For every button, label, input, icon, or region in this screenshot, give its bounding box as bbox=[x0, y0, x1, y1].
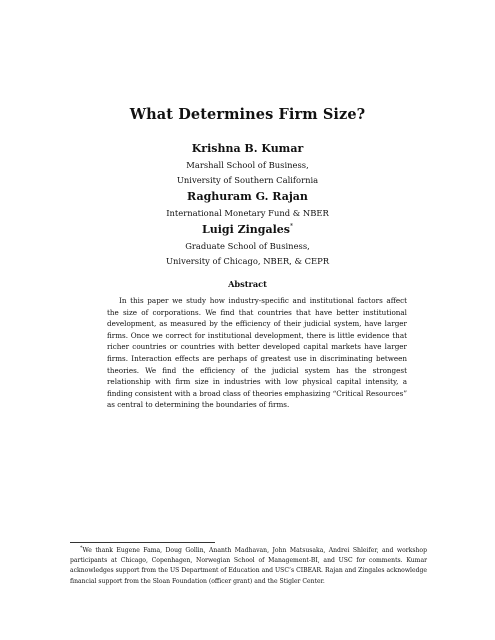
author-block bbox=[0, 140, 495, 269]
author-name: Luigi Zingales bbox=[201, 223, 290, 236]
author-kumar bbox=[0, 140, 495, 188]
acknowledgements-footnote bbox=[70, 546, 427, 587]
author-affiliation-line: Graduate School of Business, bbox=[185, 241, 310, 251]
author-zingales bbox=[0, 221, 495, 269]
author-affiliation-line: University of Chicago, NBER, & CEPR bbox=[165, 256, 330, 266]
footnote-marker: * bbox=[290, 223, 293, 230]
author-affiliation-line: University of Southern California bbox=[176, 175, 319, 185]
paper-title: What Determines Firm Size? bbox=[129, 106, 366, 123]
author-name: Raghuram G. Rajan bbox=[187, 190, 308, 203]
footnote-divider bbox=[70, 542, 215, 543]
footnote-text: We thank Eugene Fama, Doug Gollin, Ananth Madhavan, John Matsusaka, Andrei Shleifer, and workshop participants at Chicago, Copenhagen, Norwegian School of Management-BI, and USC for comments. Kumar acknowledges support from the US Department of Education and USC’s CIBEAR. Rajan and Zingales acknowledge financial support from the Sloan Foundation (officer grant) and the Stigler Center. bbox=[70, 547, 427, 585]
abstract-heading: Abstract bbox=[228, 279, 267, 289]
author-name: Krishna B. Kumar bbox=[191, 142, 304, 155]
footnote-marker: * bbox=[80, 545, 83, 551]
author-affiliation-line: International Monetary Fund & NBER bbox=[166, 208, 329, 218]
abstract-text: In this paper we study how industry-specific and institutional factors affect the size of corporations. We find that countries that have better institutional development, as measured by the efficiency of their judicial system, have larger firms. Once we correct for institutional development, there is little evidence that richer countries or countries with better developed capital markets have larger firms. Interaction effects are perhaps of greatest use in discriminating between theories. We find the efficiency of the judicial system has the strongest relationship with firm size in industries with low physical capital intensity, a finding consistent with a broad class of theories emphasizing “Critical Resources” as central to determining the boundaries of firms. bbox=[107, 296, 407, 410]
author-affiliation-line: Marshall School of Business, bbox=[186, 160, 309, 170]
author-rajan bbox=[0, 188, 495, 221]
